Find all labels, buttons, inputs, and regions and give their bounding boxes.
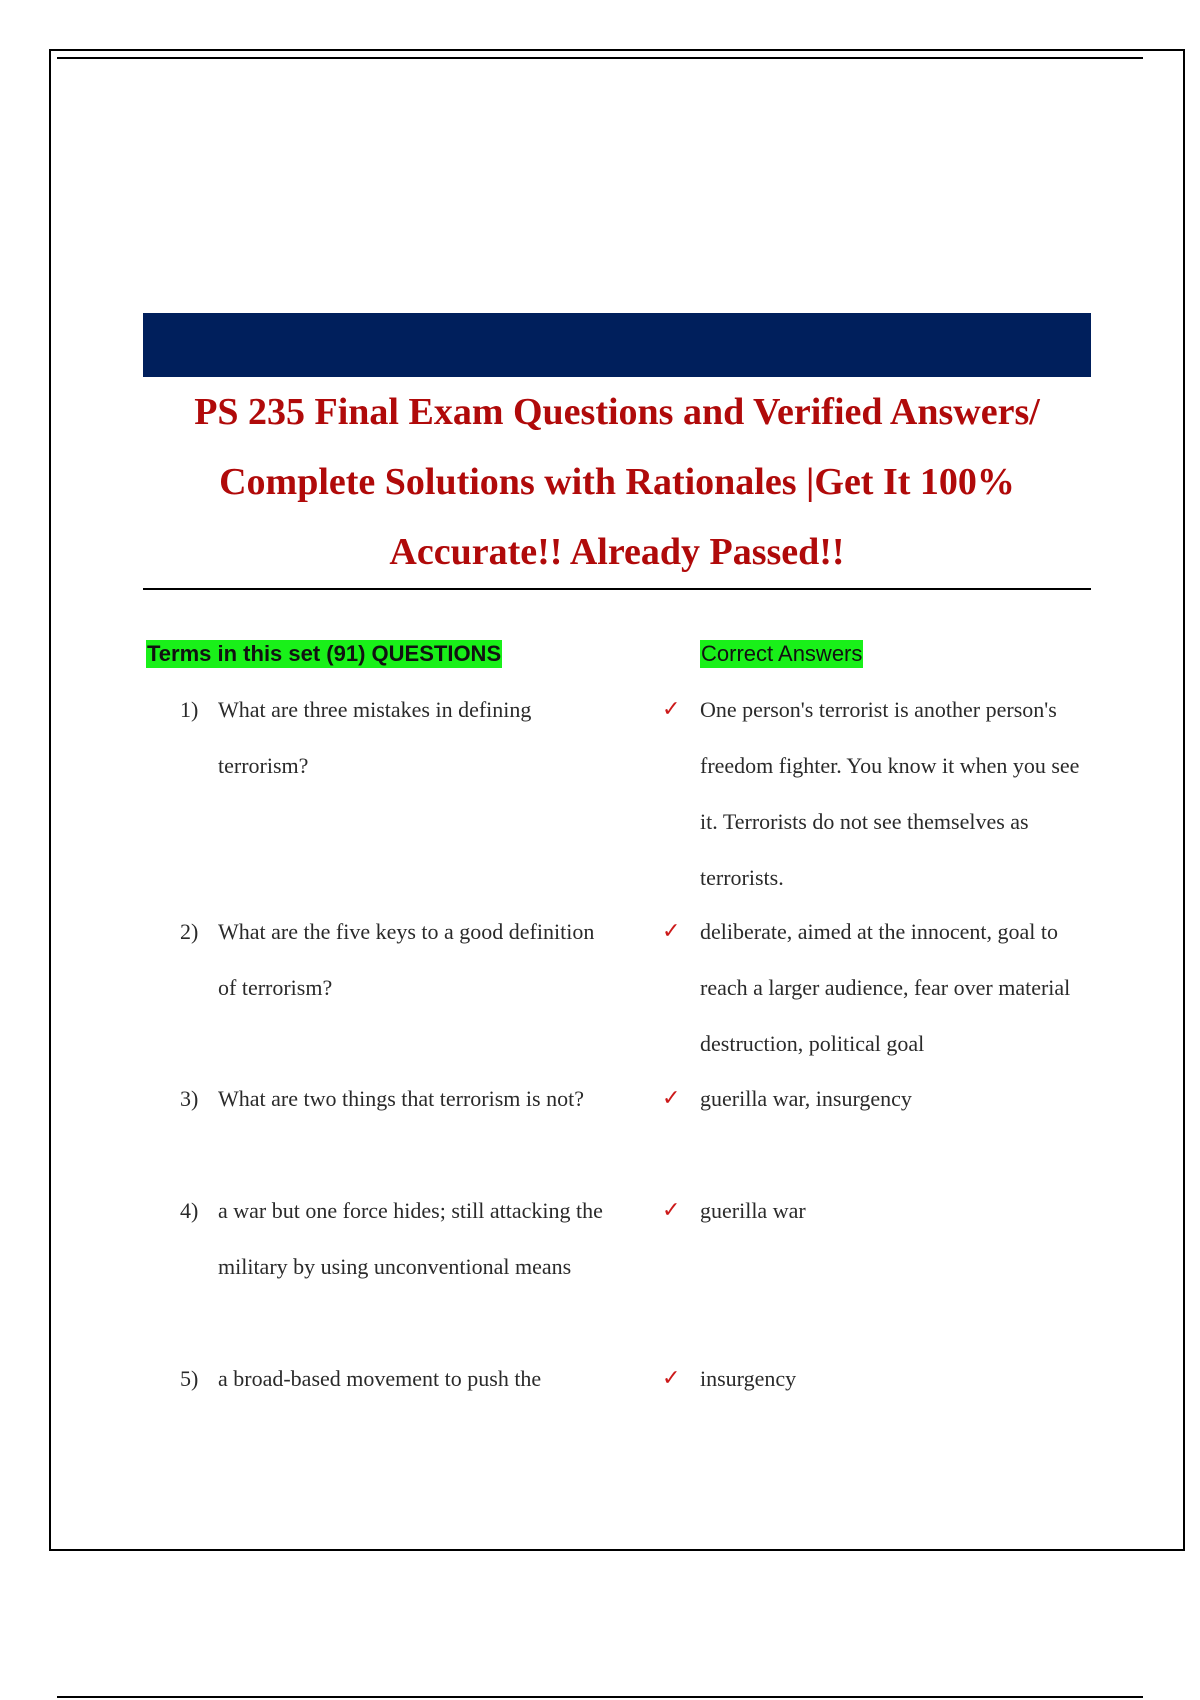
question-text: What are three mistakes in defining terrorism? (218, 697, 532, 778)
qa-list (0, 682, 1200, 1407)
answer-text: insurgency (700, 1366, 797, 1391)
question-text: What are two things that terrorism is not? (218, 1086, 584, 1111)
question-text: a war but one force hides; still attacking the military by using unconventional means (218, 1198, 603, 1279)
question-number: 4) (180, 1198, 199, 1223)
questions-column-header: Terms in this set (91) QUESTIONS (147, 641, 502, 666)
title-banner (143, 313, 1091, 377)
qa-row (0, 1071, 1200, 1183)
top-rule (57, 57, 1143, 59)
check-icon: ✓ (662, 1198, 681, 1223)
answer-text: guerilla war, insurgency (700, 1086, 912, 1111)
question-text: a broad-based movement to push the (218, 1366, 542, 1391)
check-icon: ✓ (662, 1366, 681, 1391)
question-number: 1) (180, 697, 199, 722)
qa-row (0, 1351, 1200, 1407)
question-text: What are the five keys to a good definition of terrorism? (218, 919, 595, 1000)
qa-row (0, 1183, 1200, 1351)
qa-row (0, 682, 1200, 904)
question-number: 2) (180, 919, 199, 944)
answers-column-header: Correct Answers (701, 641, 863, 666)
question-number: 5) (180, 1366, 199, 1391)
bottom-rule (57, 1696, 1143, 1698)
document-title: PS 235 Final Exam Questions and Verified Answers/ Complete Solutions with Rationales |Get It 100% Accurate!! Already Passed!! (194, 391, 1040, 573)
answer-text: deliberate, aimed at the innocent, goal to reach a larger audience, fear over material destruction, political goal (700, 919, 1071, 1056)
check-icon: ✓ (662, 919, 681, 944)
answer-text: guerilla war (700, 1198, 806, 1223)
qa-row (0, 904, 1200, 1071)
check-icon: ✓ (662, 1086, 681, 1111)
answer-text: One person's terrorist is another person's freedom fighter. You know it when you see it. Terrorists do not see themselves as terrorists. (700, 697, 1080, 890)
title-divider (143, 588, 1091, 590)
question-number: 3) (180, 1086, 199, 1111)
check-icon: ✓ (662, 697, 681, 722)
